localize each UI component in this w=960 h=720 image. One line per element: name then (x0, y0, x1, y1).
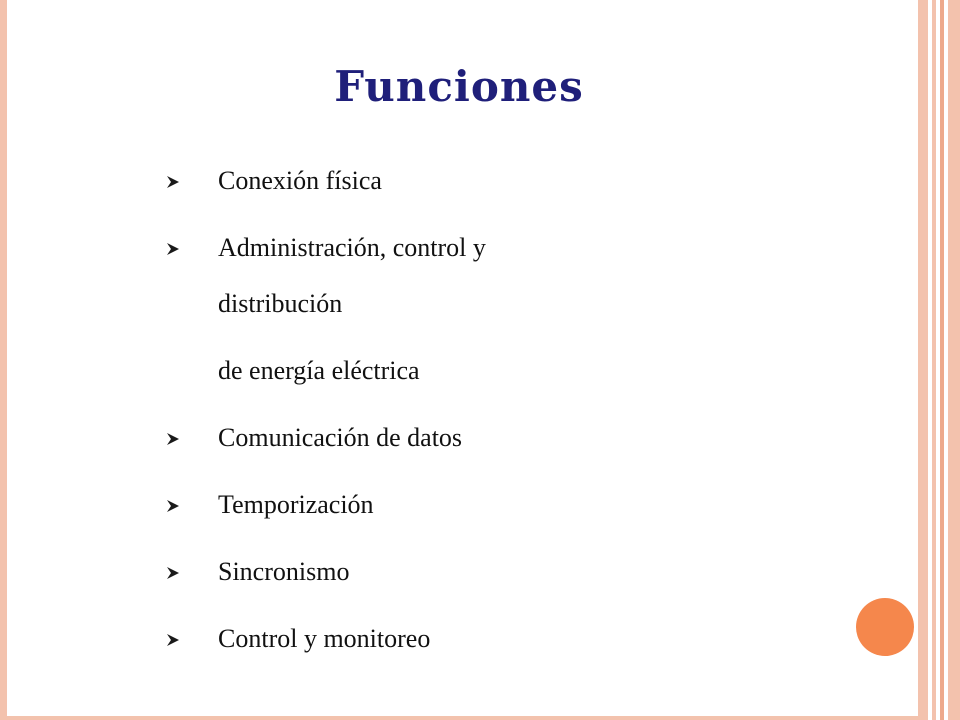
border-stripe (940, 0, 944, 720)
list-item (160, 164, 860, 198)
list-item (160, 622, 860, 656)
list-item-continuation (160, 287, 860, 321)
accent-circle (856, 598, 914, 656)
bullet-list (160, 164, 860, 689)
list-item-label: Administración, control y (218, 233, 486, 262)
arrow-bullet-icon (166, 243, 180, 255)
arrow-bullet-icon (166, 634, 180, 646)
list-item-label: Comunicación de datos (218, 423, 463, 452)
list-item (160, 555, 860, 589)
border-stripe (918, 0, 928, 720)
list-item-continuation (160, 354, 860, 388)
list-item-label: Sincronismo (218, 557, 350, 586)
list-item-label: distribución (218, 289, 343, 318)
list-item (160, 488, 860, 522)
right-border (918, 0, 960, 720)
list-item (160, 421, 860, 455)
list-item-label: Control y monitoreo (218, 624, 431, 653)
list-item-label: Temporización (218, 490, 374, 519)
slide-title: Funciones (334, 62, 584, 111)
arrow-bullet-icon (166, 176, 180, 188)
list-item-label: Conexión física (218, 166, 382, 195)
arrow-bullet-icon (166, 500, 180, 512)
bottom-border (0, 716, 918, 720)
list-item (160, 231, 860, 265)
list-item-label: de energía eléctrica (218, 356, 420, 385)
border-stripe (932, 0, 936, 720)
arrow-bullet-icon (166, 567, 180, 579)
arrow-bullet-icon (166, 433, 180, 445)
border-stripe (948, 0, 960, 720)
